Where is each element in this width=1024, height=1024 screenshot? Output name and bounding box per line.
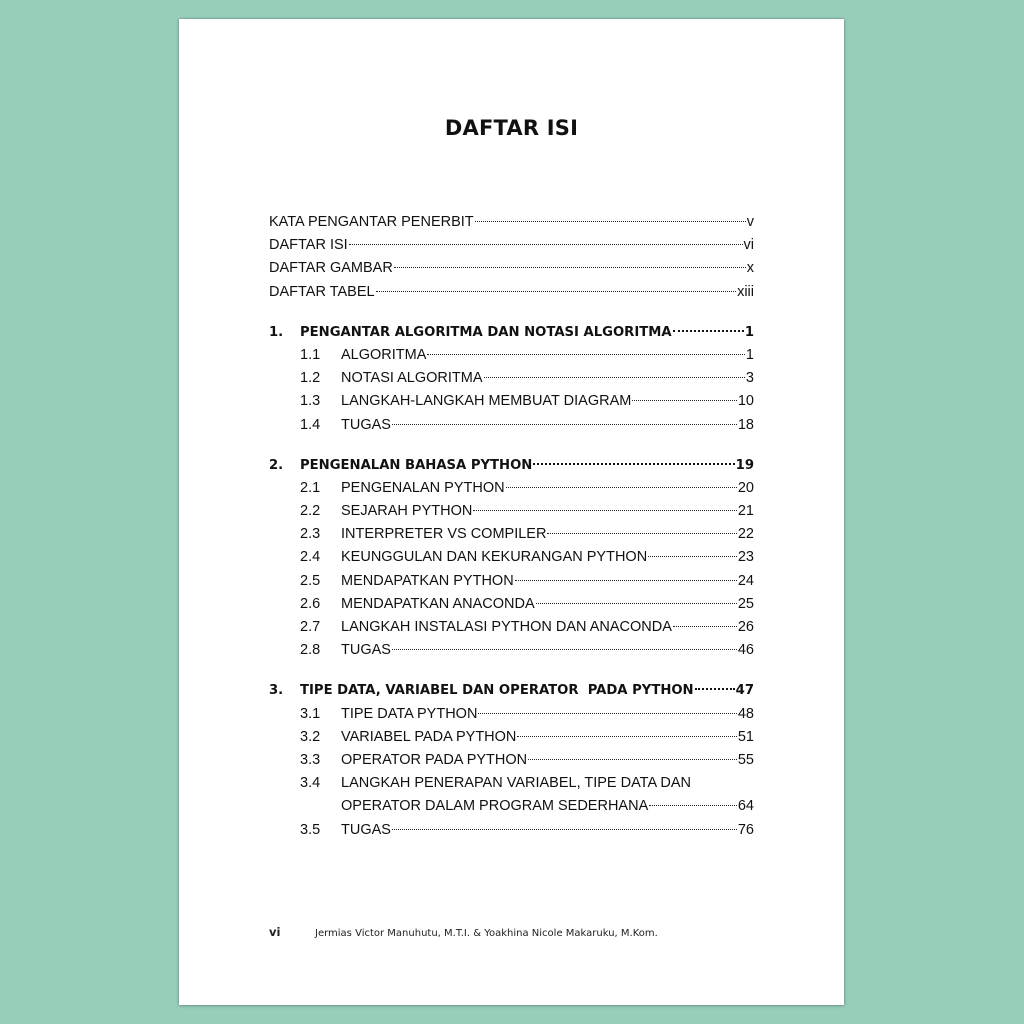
section-number: 2.8 <box>300 642 321 659</box>
section-title: MENDAPATKAN PYTHON <box>341 572 514 589</box>
section-page: 64 <box>737 798 754 815</box>
toc-entry-page: vi <box>743 237 754 254</box>
toc-section-entry <box>269 819 754 842</box>
section-title: PENGENALAN PYTHON <box>341 479 505 496</box>
section-title: VARIABEL PADA PYTHON <box>341 728 517 745</box>
section-title: TIPE DATA PYTHON <box>341 705 478 722</box>
toc-section-entry <box>269 344 754 367</box>
section-number: 3.2 <box>300 728 321 745</box>
toc-section-entry <box>269 414 754 437</box>
table-of-contents <box>269 211 754 842</box>
section-title: TUGAS <box>341 416 391 433</box>
dot-leader <box>673 626 737 627</box>
dot-leader <box>517 736 736 737</box>
section-number: 3.4 <box>300 775 321 792</box>
dot-leader <box>649 805 737 806</box>
toc-chapter-heading <box>269 454 754 477</box>
toc-section-entry <box>269 772 754 795</box>
section-title: TUGAS <box>341 642 391 659</box>
toc-entry-label: KATA PENGANTAR PENERBIT <box>269 214 474 230</box>
section-number: 1.3 <box>300 393 321 410</box>
section-title: OPERATOR PADA PYTHON <box>341 751 528 768</box>
toc-section-entry <box>269 639 754 662</box>
chapter-number: 1. <box>269 324 284 340</box>
section-page: 3 <box>745 370 754 387</box>
section-number: 3.5 <box>300 821 321 838</box>
section-title: NOTASI ALGORITMA <box>341 370 483 387</box>
section-title: LANGKAH PENERAPAN VARIABEL, TIPE DATA DAN <box>341 775 691 792</box>
section-number: 2.4 <box>300 549 321 566</box>
dot-leader <box>695 688 735 690</box>
dot-leader <box>484 377 745 378</box>
toc-section-entry-continued <box>269 795 754 818</box>
chapter-page: 47 <box>735 683 754 699</box>
section-page: 76 <box>737 821 754 838</box>
toc-entry-label: DAFTAR TABEL <box>269 283 375 300</box>
section-title: SEJARAH PYTHON <box>341 503 473 520</box>
footer-page-number: vi <box>269 925 281 939</box>
dot-leader <box>394 267 746 268</box>
dot-leader <box>392 649 737 650</box>
section-page: 51 <box>737 728 754 745</box>
section-page: 24 <box>737 572 754 589</box>
dot-leader <box>506 487 737 488</box>
section-page: 55 <box>737 751 754 768</box>
section-page: 48 <box>737 705 754 722</box>
section-number: 1.4 <box>300 416 321 433</box>
toc-section-entry <box>269 749 754 772</box>
footer-authors: Jermias Victor Manuhutu, M.T.I. & Yoakhina Nicole Makaruku, M.Kom. <box>315 928 658 939</box>
toc-chapter-heading <box>269 321 754 344</box>
page-footer <box>269 925 658 939</box>
section-title: KEUNGGULAN DAN KEKURANGAN PYTHON <box>341 549 648 566</box>
dot-leader <box>473 510 737 511</box>
dot-leader <box>349 244 743 245</box>
section-page: 21 <box>737 503 754 520</box>
toc-entry-page: x <box>746 260 754 277</box>
section-number: 3.1 <box>300 705 321 722</box>
section-title: MENDAPATKAN ANACONDA <box>341 595 535 612</box>
toc-front-entry <box>269 211 754 234</box>
dot-leader <box>376 291 737 292</box>
book-page <box>179 19 844 1005</box>
toc-entry-page: xiii <box>737 283 754 300</box>
toc-front-entry <box>269 281 754 304</box>
section-number: 2.3 <box>300 526 321 543</box>
section-number: 3.3 <box>300 751 321 768</box>
section-title: INTERPRETER VS COMPILER <box>341 526 547 543</box>
chapter-title: TIPE DATA, VARIABEL DAN OPERATOR PADA PYTHON <box>300 683 694 699</box>
section-number: 2.7 <box>300 619 321 635</box>
section-title: ALGORITMA <box>341 346 427 363</box>
dot-leader <box>648 556 737 557</box>
chapter-number: 3. <box>269 683 284 699</box>
section-number: 2.1 <box>300 479 321 496</box>
section-page: 22 <box>737 526 754 543</box>
toc-section-entry <box>269 477 754 500</box>
toc-section-entry <box>269 616 754 639</box>
section-page: 20 <box>737 479 754 496</box>
section-page: 46 <box>737 642 754 659</box>
section-page: 10 <box>737 393 754 410</box>
toc-section-entry <box>269 367 754 390</box>
toc-chapter-heading <box>269 679 754 702</box>
section-title: TUGAS <box>341 821 391 838</box>
dot-leader <box>673 330 744 332</box>
dot-leader <box>528 759 737 760</box>
section-title-continued: OPERATOR DALAM PROGRAM SEDERHANA <box>341 798 649 815</box>
dot-leader <box>536 603 737 604</box>
chapter-page: 19 <box>735 457 754 473</box>
toc-section-entry <box>269 390 754 413</box>
toc-section-entry <box>269 726 754 749</box>
chapter-page: 1 <box>744 324 754 340</box>
toc-entry-page: v <box>746 214 754 230</box>
chapter-title: PENGENALAN BAHASA PYTHON <box>300 457 533 473</box>
section-page: 18 <box>737 416 754 433</box>
toc-front-entry <box>269 234 754 257</box>
section-number: 1.1 <box>300 346 321 363</box>
section-page: 25 <box>737 595 754 612</box>
dot-leader <box>475 221 746 222</box>
dot-leader <box>392 829 737 830</box>
dot-leader <box>478 713 736 714</box>
toc-entry-label: DAFTAR GAMBAR <box>269 260 393 277</box>
dot-leader <box>427 354 745 355</box>
toc-section-entry <box>269 593 754 616</box>
toc-section-entry <box>269 523 754 546</box>
section-number: 2.5 <box>300 572 321 589</box>
chapter-title: PENGANTAR ALGORITMA DAN NOTASI ALGORITMA <box>300 324 672 340</box>
toc-front-entry <box>269 257 754 280</box>
section-page: 23 <box>737 549 754 566</box>
toc-section-entry <box>269 500 754 523</box>
toc-section-entry <box>269 703 754 726</box>
chapter-number: 2. <box>269 457 284 473</box>
section-number: 2.6 <box>300 595 321 612</box>
page-title: DAFTAR ISI <box>444 116 579 140</box>
section-title: LANGKAH-LANGKAH MEMBUAT DIAGRAM <box>341 393 632 410</box>
toc-section-entry <box>269 570 754 593</box>
toc-section-entry <box>269 546 754 569</box>
dot-leader <box>392 424 737 425</box>
dot-leader <box>547 533 736 534</box>
toc-entry-label: DAFTAR ISI <box>269 237 348 254</box>
dot-leader <box>533 463 734 465</box>
dot-leader <box>515 580 737 581</box>
section-title: LANGKAH INSTALASI PYTHON DAN ANACONDA <box>341 619 672 635</box>
section-page: 26 <box>737 619 754 635</box>
dot-leader <box>632 400 737 401</box>
section-number: 2.2 <box>300 503 321 520</box>
section-page: 1 <box>745 346 754 363</box>
section-number: 1.2 <box>300 370 321 387</box>
